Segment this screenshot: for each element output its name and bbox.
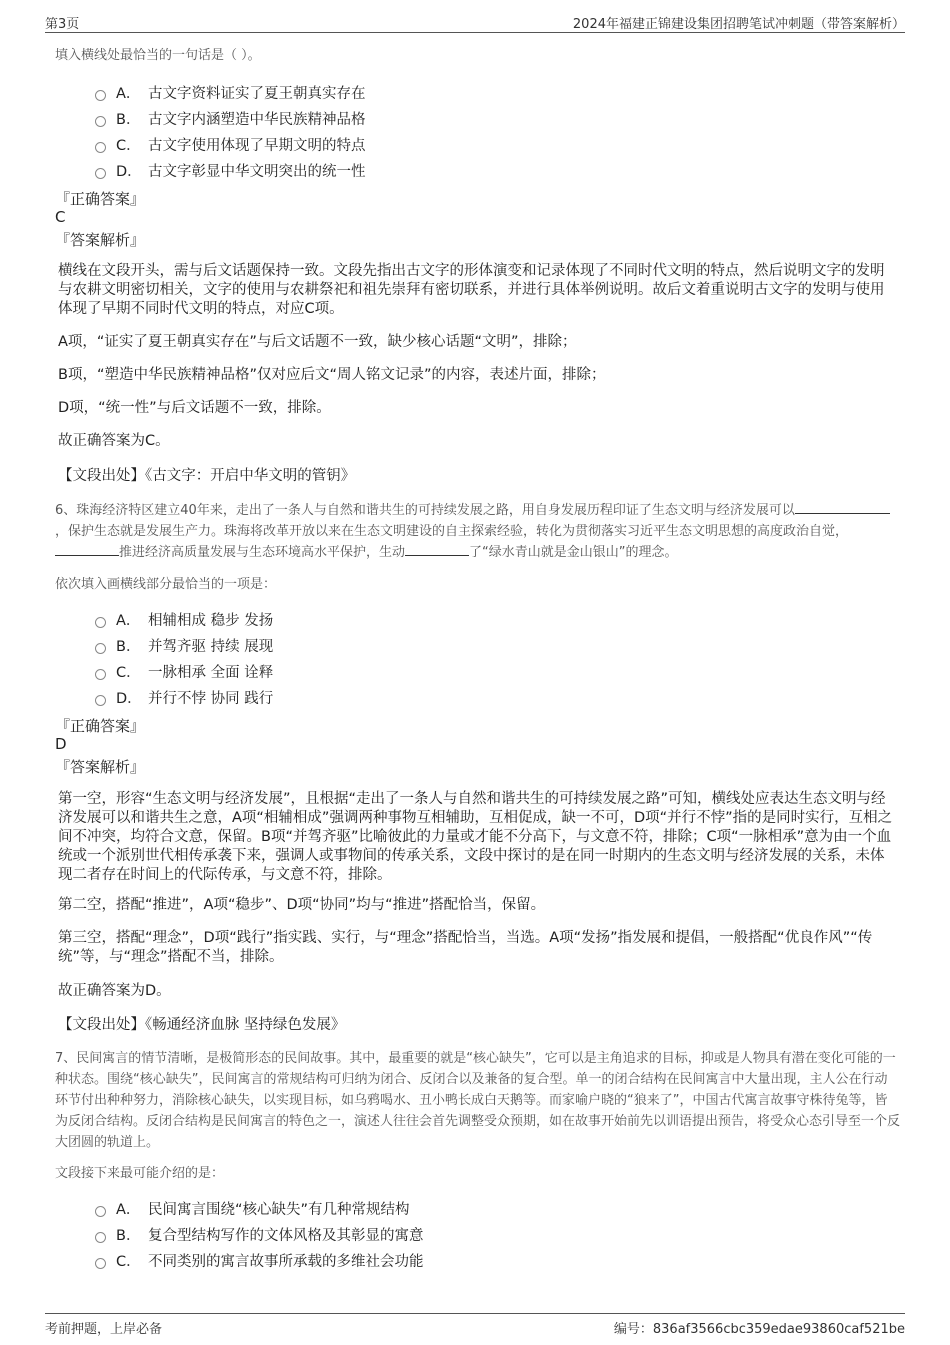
option-key: A． — [116, 86, 141, 102]
q6-source: 【文段出处】《畅通经济血脉 坚持绿色发展》 — [58, 1017, 346, 1033]
q7-option-a[interactable] — [95, 1198, 410, 1222]
radio-icon[interactable] — [95, 116, 106, 127]
option-key: D． — [116, 164, 142, 180]
option-text: 古文字使用体现了早期文明的特点 — [148, 138, 366, 154]
q6-stem-part: 了“绿水青山就是金山银山”的理念。 — [469, 545, 678, 560]
page-number: 第3页 — [45, 17, 80, 32]
option-key: B． — [116, 1228, 141, 1244]
option-text: 复合型结构写作的文体风格及其彰显的寓意 — [148, 1228, 424, 1244]
q6-stem-part: 6、珠海经济特区建立40年来，走出了一条人与自然和谐共生的可持续发展之路，用自身发展历程印证了生态文明与经济发展可以 — [55, 503, 795, 518]
option-key: B． — [116, 112, 141, 128]
option-text: 古文字彰显中华文明突出的统一性 — [148, 164, 366, 180]
q6-stem-part: ，保护生态就是发展生产力。珠海将改革开放以来在生态文明建设的自主探索经验，转化为贯彻落实习近平生态文明思想的高度政治自觉， — [55, 524, 849, 539]
q5-analysis-b: B项，“塑造中华民族精神品格”仅对应后文“周人铭文记录”的内容，表述片面，排除； — [58, 367, 606, 383]
q5-option-a[interactable] — [95, 82, 366, 106]
option-text: 古文字资料证实了夏王朝真实存在 — [148, 86, 366, 102]
option-key: A． — [116, 1202, 141, 1218]
option-text: 一脉相承 全面 诠释 — [148, 665, 274, 681]
fill-blank — [55, 543, 119, 556]
radio-icon[interactable] — [95, 669, 106, 680]
q6-option-c[interactable] — [95, 661, 273, 685]
option-text: 不同类别的寓言故事所承载的多维社会功能 — [148, 1254, 424, 1270]
q5-option-c[interactable] — [95, 134, 366, 158]
q6-conclusion: 故正确答案为D。 — [58, 983, 171, 999]
q6-analysis-blank1: 第一空，形容“生态文明与经济发展”，且根据“走出了一条人与自然和谐共生的可持续发展之路”可知，横线处应表达生态文明与经济发展可以和谐共生之意，A项“相辅相成”强调两种事物互相辅助，互相促成，缺一不可，D项“并行不悖”指的是同时实行，互相之间不冲突，均符合文意，保留。B项“并驾齐驱”比喻彼此的力量或才能不分高下，与文意不符，排除；C项“一脉相承”意为由一个血统或一个派别世代相传承袭下来，强调人或事物间的传承关系，文段中探讨的是在同一时期内的生态文明与经济发展的关系，未体现二者存在时间上的代际传承，与文意不符，排除。 — [58, 791, 893, 883]
option-text: 民间寓言围绕“核心缺失”有几种常规结构 — [148, 1202, 410, 1218]
radio-icon[interactable] — [95, 643, 106, 654]
q5-option-d[interactable] — [95, 160, 366, 184]
q6-analysis-blank3: 第三空，搭配“理念”，D项“践行”指实践、实行，与“理念”搭配恰当，当选。A项“发扬”指发展和提倡，一般搭配“优良作风”“传统”等，与“理念”搭配不当，排除。 — [58, 930, 873, 965]
radio-icon[interactable] — [95, 168, 106, 179]
page-header — [45, 10, 905, 33]
q7-option-c[interactable] — [95, 1250, 424, 1274]
q5-analysis-d: D项，“统一性”与后文话题不一致，排除。 — [58, 400, 331, 416]
q6-option-b[interactable] — [95, 635, 273, 659]
q7-stem: 7、民间寓言的情节清晰，是极简形态的民间故事。其中，最重要的就是“核心缺失”，它可以是主角追求的目标，抑或是人物具有潜在变化可能的一种状态。围绕“核心缺失”，民间寓言的常规结构可归纳为闭合、反闭合以及兼备的复合型。单一的闭合结构在民间寓言中大量出现，主人公在行动环节付出种种努力，消除核心缺失，以实现目标，如乌鸦喝水、丑小鸭长成白天鹅等。而家喻户晓的“狼来了”，中国古代寓言故事守株待兔等，皆为反闭合结构。反闭合结构是民间寓言的特色之一，演述人往往会首先调整受众预期，如在故事开始前先以训语提出预告，将受众心态引导至一个反大团圆的轨道上。 — [55, 1051, 901, 1150]
option-key: C． — [116, 1254, 141, 1270]
option-key: C． — [116, 138, 141, 154]
fill-blank — [405, 543, 469, 556]
option-text: 并行不悖 协同 践行 — [148, 691, 274, 707]
option-key: D． — [116, 691, 142, 707]
q6-answer: D — [55, 735, 67, 753]
q5-analysis-main: 横线在文段开头，需与后文话题保持一致。文段先指出古文字的形体演变和记录体现了不同时代文明的特点，然后说明文字的发明与农耕文明密切相关，文字的使用与农耕祭祀和祖先崇拜有密切联系，并进行具体举例说明。故后文着重说明古文字的发明与使用体现了早期不同时代文明的特点，对应C项。 — [58, 263, 885, 317]
document-title: 2024年福建正锦建设集团招聘笔试冲刺题（带答案解析） — [572, 17, 905, 32]
radio-icon[interactable] — [95, 90, 106, 101]
q5-stem: 填入横线处最恰当的一句话是（ ）。 — [55, 48, 261, 63]
radio-icon[interactable] — [95, 1258, 106, 1269]
option-key: C． — [116, 665, 141, 681]
q7-prompt: 文段接下来最可能介绍的是： — [55, 1166, 225, 1181]
radio-icon[interactable] — [95, 142, 106, 153]
fill-blank — [795, 501, 890, 514]
radio-icon[interactable] — [95, 617, 106, 628]
option-text: 古文字内涵塑造中华民族精神品格 — [148, 112, 366, 128]
option-key: B． — [116, 639, 141, 655]
correct-answer-label: 『正确答案』 — [55, 190, 146, 208]
q6-option-d[interactable] — [95, 687, 273, 711]
radio-icon[interactable] — [95, 1232, 106, 1243]
q6-analysis-blank2: 第二空，搭配“推进”，A项“稳步”、D项“协同”均与“推进”搭配恰当，保留。 — [58, 897, 546, 913]
q6-stem — [55, 500, 895, 563]
radio-icon[interactable] — [95, 695, 106, 706]
option-key: A． — [116, 613, 141, 629]
q6-option-a[interactable] — [95, 609, 273, 633]
q6-stem-part: 推进经济高质量发展与生态环境高水平保护，生动 — [119, 545, 406, 560]
correct-answer-label: 『正确答案』 — [55, 717, 146, 735]
q5-answer: C — [55, 208, 66, 226]
q5-option-b[interactable] — [95, 108, 366, 132]
page-footer — [45, 1313, 905, 1339]
analysis-label: 『答案解析』 — [55, 231, 146, 249]
radio-icon[interactable] — [95, 1206, 106, 1217]
q6-prompt: 依次填入画横线部分最恰当的一项是： — [55, 577, 277, 592]
option-text: 并驾齐驱 持续 展现 — [148, 639, 274, 655]
q5-conclusion: 故正确答案为C。 — [58, 433, 170, 449]
footer-slogan: 考前押题，上岸必备 — [45, 1322, 163, 1337]
analysis-label: 『答案解析』 — [55, 758, 146, 776]
q7-option-b[interactable] — [95, 1224, 424, 1248]
q5-analysis-a: A项，“证实了夏王朝真实存在”与后文话题不一致，缺少核心话题“文明”，排除； — [58, 334, 577, 350]
q5-source: 【文段出处】《古文字：开启中华文明的管钥》 — [58, 468, 356, 484]
document-code: 编号：836af3566cbc359edae93860caf521be — [613, 1322, 905, 1337]
option-text: 相辅相成 稳步 发扬 — [148, 613, 274, 629]
